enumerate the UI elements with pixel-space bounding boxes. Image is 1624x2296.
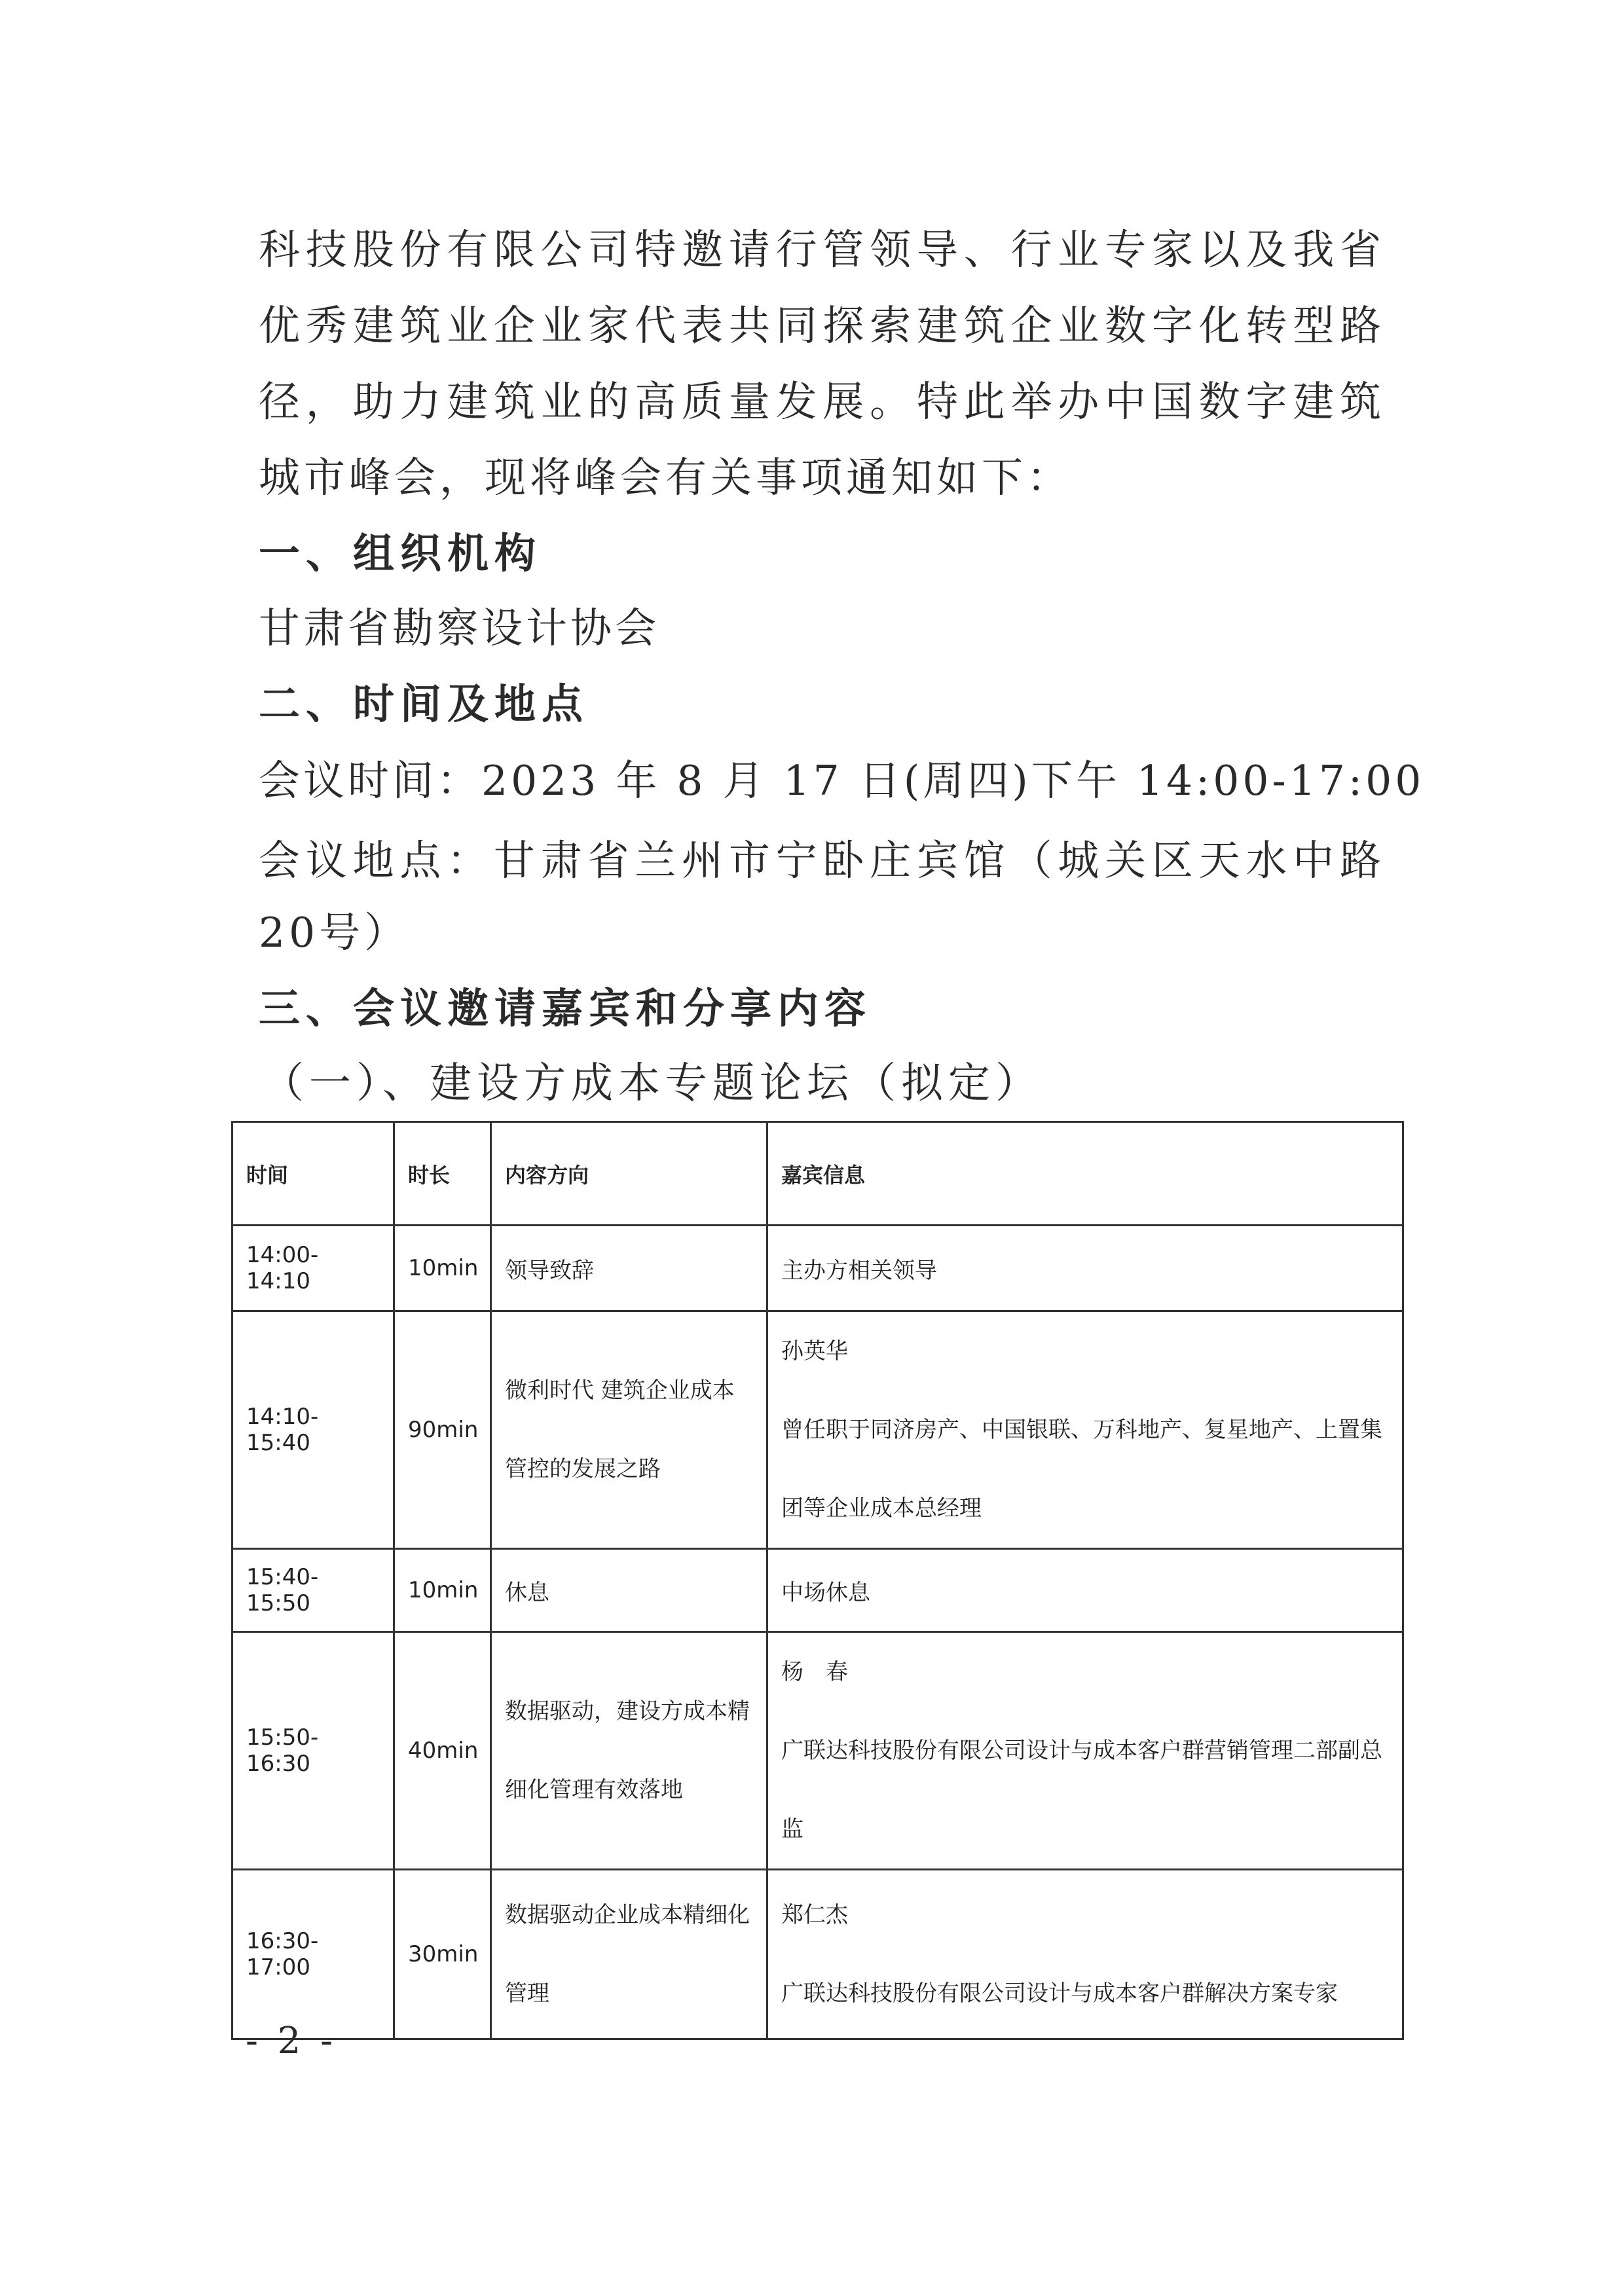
table-header-row: [232, 1122, 1403, 1226]
cell-topic: 微利时代 建筑企业成本管控的发展之路: [491, 1311, 767, 1549]
header-duration: 时长: [394, 1122, 491, 1226]
forum-subheading: （一）、建设方成本专题论坛（拟定）: [262, 1059, 1043, 1108]
guest-name: 杨 春: [781, 1659, 848, 1685]
cell-topic: 领导致辞: [491, 1226, 767, 1311]
page-number: - 2 -: [246, 2020, 337, 2062]
table-row: [232, 1632, 1403, 1870]
guest-description: 广联达科技股份有限公司设计与成本客户群解决方案专家: [781, 1980, 1338, 2007]
cell-duration: 30min: [394, 1870, 491, 2039]
cell-guest: 主办方相关领导: [767, 1226, 1403, 1311]
cell-time: 14:00-14:10: [232, 1226, 394, 1311]
schedule-table: [231, 1121, 1404, 2040]
guest-name: 孙英华: [781, 1338, 848, 1364]
section2-heading: 二、时间及地点: [259, 680, 589, 728]
cell-guest: [767, 1870, 1403, 2039]
meeting-place: 会议地点：甘肃省兰州市宁卧庄宾馆（城关区天水中路20号）: [259, 837, 1385, 957]
cell-topic: 数据驱动，建设方成本精细化管理有效落地: [491, 1632, 767, 1870]
cell-duration: 90min: [394, 1311, 491, 1549]
guest-description: 广联达科技股份有限公司设计与成本客户群营销管理二部副总监: [781, 1738, 1382, 1842]
section3-heading: 三、会议邀请嘉宾和分享内容: [259, 984, 872, 1032]
cell-guest: [767, 1311, 1403, 1549]
table-row: [232, 1226, 1403, 1311]
cell-time: 14:10-15:40: [232, 1311, 394, 1549]
meeting-time: 会议时间：2023 年 8 月 17 日(周四)下午 14:00-17:00: [259, 757, 1425, 805]
guest-name: 郑仁杰: [781, 1902, 848, 1928]
table-row: [232, 1311, 1403, 1549]
cell-topic: 数据驱动企业成本精细化管理: [491, 1870, 767, 2039]
cell-duration: 40min: [394, 1632, 491, 1870]
cell-duration: 10min: [394, 1226, 491, 1311]
cell-topic: 休息: [491, 1549, 767, 1632]
guest-description: 曾任职于同济房产、中国银联、万科地产、复星地产、上置集团等企业成本总经理: [781, 1417, 1382, 1522]
section1-heading: 一、组织机构: [259, 529, 542, 577]
header-guest: 嘉宾信息: [767, 1122, 1403, 1226]
cell-time: 16:30-17:00: [232, 1870, 394, 2039]
cell-time: 15:40-15:50: [232, 1549, 394, 1632]
header-time: 时间: [232, 1122, 394, 1226]
section1-body: 甘肃省勘察设计协会: [259, 604, 659, 652]
intro-paragraph: 科技股份有限公司特邀请行管领导、行业专家以及我省优秀建筑业企业家代表共同探索建筑企业数字化转型路径，助力建筑业的高质量发展。特此举办中国数字建筑城市峰会，现将峰会有关事项通知如下：: [259, 226, 1385, 501]
cell-guest: [767, 1632, 1403, 1870]
table-row: [232, 1870, 1403, 2039]
table-row: [232, 1549, 1403, 1632]
cell-guest: 中场休息: [767, 1549, 1403, 1632]
header-topic: 内容方向: [491, 1122, 767, 1226]
cell-time: 15:50-16:30: [232, 1632, 394, 1870]
cell-duration: 10min: [394, 1549, 491, 1632]
